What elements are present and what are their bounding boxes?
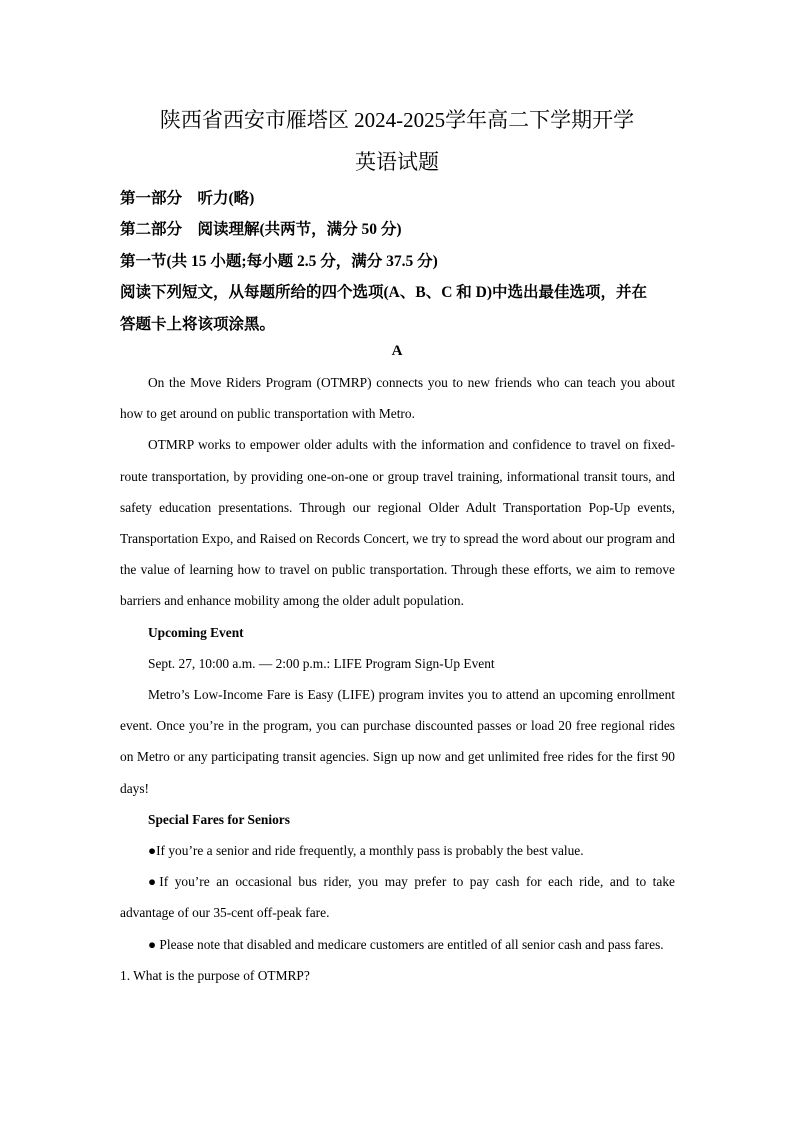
bullet-item-2: ●If you’re an occasional bus rider, you may prefer to pay cash for each ride, and to take advantage of our 35-cent off-peak fare. bbox=[120, 874, 675, 921]
passage-paragraph-2: OTMRP works to empower older adults with the information and confidence to travel on fixed-route transportation, by providing one-on-one or group travel training, informational transit tours, and safety education presentations. Through our regional Older Adult Transportation Pop-Up events, Transportation Expo, and Raised on Records Concert, we try to spread the word about our program and the value of learning how to travel on public transportation. Through these efforts, we aim to remove barriers and enhance mobility among the older adult population. bbox=[120, 437, 675, 609]
exam-title-line1: 陕西省西安市雁塔区 2024-2025学年高二下学期开学 bbox=[159, 108, 635, 132]
passage-body bbox=[120, 367, 675, 991]
instruction-line1: 阅读下列短文，从每题所给的四个选项(A、B、C 和 D)中选出最佳选项，并在 bbox=[120, 284, 647, 301]
upcoming-event-heading: Upcoming Event bbox=[148, 624, 244, 640]
exam-title-line2: 英语试题 bbox=[355, 150, 439, 174]
passage-paragraph-3: Metro’s Low-Income Fare is Easy (LIFE) program invites you to attend an upcoming enrollment event. Once you’re in the program, you can purchase discounted passes or load 20 free regional rides on Metro or any participating transit agencies. Sign up now and get unlimited free rides for the first 90 days! bbox=[120, 687, 675, 796]
bullet-item-1: ●If you’re a senior and ride frequently, a monthly pass is probably the best value. bbox=[148, 843, 584, 859]
part2-heading: 第二部分 阅读理解(共两节，满分 50 分) bbox=[120, 221, 402, 238]
question-1: 1. What is the purpose of OTMRP? bbox=[120, 967, 310, 983]
part1-heading: 第一部分 听力(略) bbox=[120, 190, 255, 207]
bullet-item-3: ● Please note that disabled and medicare customers are entitled of all senior cash and pass fares. bbox=[148, 936, 664, 952]
instruction-line2: 答题卡上将该项涂黑。 bbox=[120, 316, 276, 333]
section1-heading: 第一节(共 15 小题;每小题 2.5 分，满分 37.5 分) bbox=[120, 253, 438, 270]
special-fares-heading: Special Fares for Seniors bbox=[148, 811, 290, 827]
event-time: Sept. 27, 10:00 a.m. — 2:00 p.m.: LIFE Program Sign-Up Event bbox=[148, 655, 495, 671]
passage-label: A bbox=[391, 343, 403, 359]
passage-paragraph-1: On the Move Riders Program (OTMRP) connects you to new friends who can teach you about how to get around on public transportation with Metro. bbox=[120, 375, 675, 422]
